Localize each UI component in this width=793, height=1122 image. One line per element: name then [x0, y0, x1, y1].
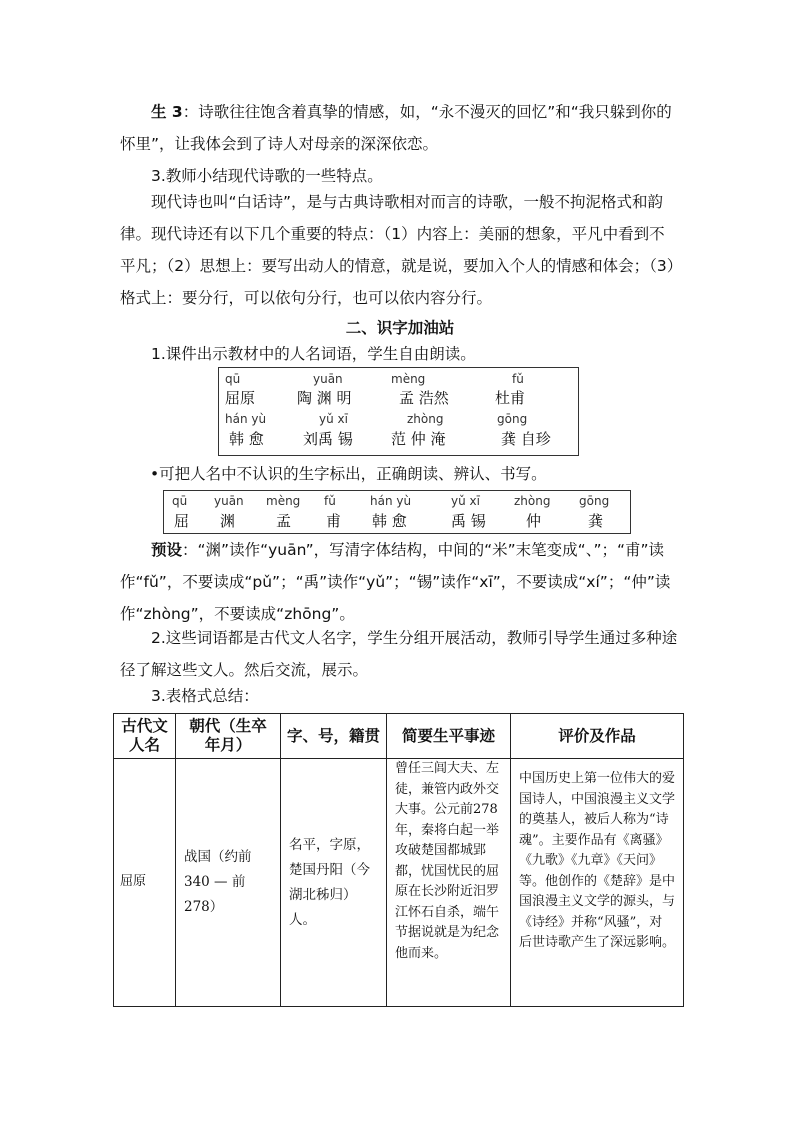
pinyin-label: gōng [497, 412, 528, 426]
pinyin-label: yǔ xī [319, 412, 348, 426]
name-word: 刘禹 锡 [303, 430, 353, 448]
character: 韩 愈 [372, 512, 407, 530]
pinyin-label: zhòng [514, 494, 551, 508]
name-word: 陶 渊 明 [297, 389, 352, 407]
student-answer-paragraph [120, 96, 680, 160]
pinyin-label: mèng [391, 372, 426, 386]
character: 甫 [326, 512, 342, 530]
pinyin-label: hán yù [370, 494, 412, 508]
cell-evaluation-works: 中国历史上第一位伟大的爱国诗人，中国浪漫主义文学的奠基人，被后人称为“诗魂”。主要作品有《离骚》《九歌》《九章》《天问》等。他创作的《楚辞》是中国浪漫主义文学的源头，与《诗经》并称“风骚”，对后世诗歌产生了深远影响。 [511, 759, 684, 1007]
summary-table [113, 713, 684, 1007]
pinyin-label: yuān [313, 372, 343, 386]
pinyin-label: yuān [214, 494, 244, 508]
step3b-text: 3.表格式总结： [151, 687, 259, 705]
step2-text: 2.这些词语都是古代文人名字，学生分组开展活动，教师引导学生通过多种途径了解这些文人。然后交流，展示。 [120, 629, 678, 679]
cell-name: 屈原 [114, 759, 176, 1007]
preview-label: 预设 [151, 541, 183, 559]
character: 龚 [588, 512, 604, 530]
preview-paragraph [120, 534, 680, 630]
pinyin-label: gōng [579, 494, 610, 508]
header-evaluation-works: 评价及作品 [511, 714, 684, 759]
modern-poetry-summary: 现代诗也叫“白话诗”，是与古典诗歌相对而言的诗歌，一般不拘泥格式和韵律。现代诗还有以下几个重要的特点：（1）内容上：美丽的想象，平凡中看到不平凡；（2）思想上：要写出动人的情意，就是说，要加入个人的情感和体会；（3）格式上：要分行，可以依句分行，也可以依内容分行。 [120, 193, 675, 307]
pinyin-label: fǔ [324, 494, 336, 508]
section-title: 二、识字加油站 [345, 319, 455, 337]
table-row [114, 759, 684, 1007]
new-characters-box [163, 490, 631, 534]
name-word: 孟 浩然 [399, 389, 449, 407]
character: 渊 [220, 512, 236, 530]
character: 孟 [276, 512, 292, 530]
cell-style-hometown: 名平，字原，楚国丹阳（今湖北秭归）人。 [281, 759, 387, 1007]
cell-dynasty: 战国（约前340 — 前278） [176, 759, 281, 1007]
name-word: 龚 自珍 [501, 430, 551, 448]
name-word: 韩 愈 [229, 430, 264, 448]
student-label: 生 3 [151, 103, 183, 121]
name-words-box [218, 367, 579, 456]
step3-heading: 3.教师小结现代诗歌的一些特点。 [151, 167, 383, 185]
header-dynasty: 朝代（生卒年月） [176, 714, 281, 759]
pinyin-label: yǔ xī [451, 494, 480, 508]
bullet-instruction: •可把人名中不认识的生字标出，正确朗读、辨认、书写。 [150, 465, 547, 483]
pinyin-label: mèng [266, 494, 301, 508]
pinyin-label: qū [172, 494, 188, 508]
header-brief-life: 简要生平事迹 [387, 714, 511, 759]
pinyin-label: qū [225, 372, 241, 386]
table-header-row [114, 714, 684, 759]
header-ancient-name: 古代文人名 [114, 714, 176, 759]
pinyin-label: zhòng [407, 412, 444, 426]
header-style-hometown: 字、号，籍贯 [281, 714, 387, 759]
name-word: 屈原 [225, 389, 256, 407]
pinyin-label: fǔ [512, 372, 524, 386]
name-word: 杜甫 [495, 389, 526, 407]
pinyin-label: hán yù [225, 412, 267, 426]
name-word: 范 仲 淹 [391, 430, 446, 448]
step1-text: 1.课件出示教材中的人名词语，学生自由朗读。 [151, 345, 476, 363]
character: 仲 [526, 512, 542, 530]
character: 禹 锡 [451, 512, 486, 530]
preview-text: ：“渊”读作“yuān”，写清字体结构，中间的“米”末笔变成“、”；“甫”读作“fǔ”，不要读成“pǔ”；“禹”读作“yǔ”；“锡”读作“xī”，不要读成“xí”；“仲”读作“zhòng”，不要读成“zhōng”。 [120, 541, 671, 623]
cell-brief-life: 曾任三闾大夫、左徒，兼管内政外交大事。公元前278年，秦将白起一举攻破楚国都城郢都，忧国忧民的屈原在长沙附近汨罗江怀石自杀，端午节据说就是为纪念他而来。 [387, 759, 511, 1007]
character: 屈 [174, 512, 190, 530]
student-answer-text: ：诗歌往往饱含着真挚的情感，如，“永不漫灭的回忆”和“我只躲到你的怀里”，让我体会到了诗人对母亲的深深依恋。 [120, 103, 672, 153]
